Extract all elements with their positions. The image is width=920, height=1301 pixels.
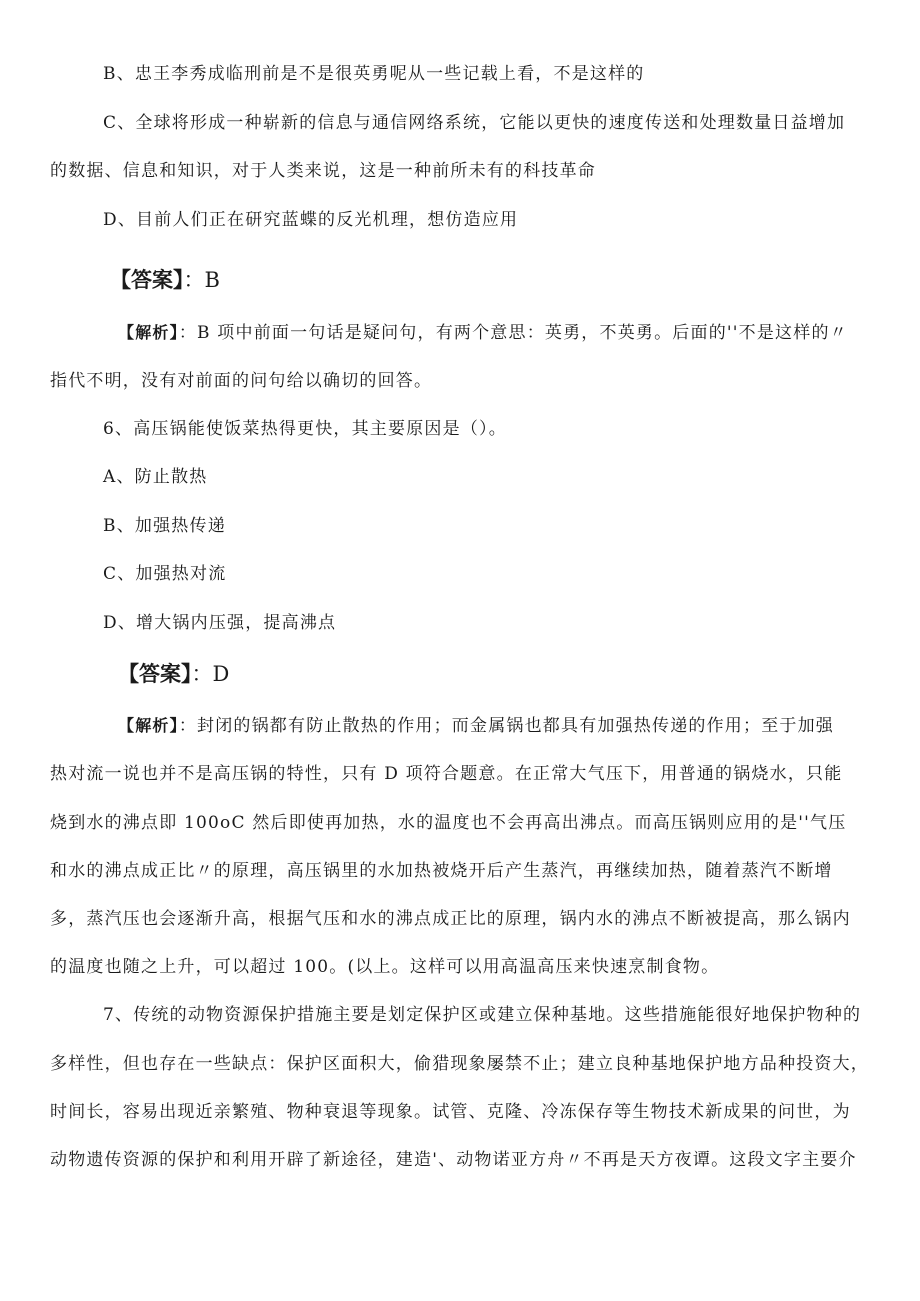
option-b-q6: B、加强热传递 [103,516,226,536]
option-d-q5: D、目前人们正在研究蓝蝶的反光机理，想仿造应用 [103,210,519,230]
option-b-q5: B、忠王李秀成临刑前是不是很英勇呢从一些记载上看，不是这样的 [103,64,645,84]
explanation-q6-line6: 的温度也随之上升，可以超过 100。(以上。这样可以用高温高压来快速烹制食物。 [50,957,720,977]
explanation-text: ：封闭的锅都有防止散热的作用；而金属锅也都具有加强热传递的作用；至于加强 [178,716,835,736]
explanation-q5-line2: 指代不明，没有对前面的问句给以确切的回答。 [50,371,433,391]
explanation-text: ：B 项中前面一句话是疑问句，有两个意思：英勇，不英勇。后面的''不是这样的〃 [178,323,848,343]
answer-q6 [118,660,229,688]
explanation-label: 【解析】 [118,323,179,342]
option-a-q6: A、防止散热 [103,467,208,487]
answer-label: 【答案】 [118,662,192,686]
option-c-q5-line1: C、全球将形成一种崭新的信息与通信网络系统，它能以更快的速度传送和处理数量日益增加 [103,113,846,133]
explanation-q6-line1 [118,714,834,738]
answer-value: ：B [183,268,220,292]
explanation-q6-line5: 多，蒸汽压也会逐渐升高，根据气压和水的沸点成正比的原理，锅内水的沸点不断被提高，那么锅内 [50,909,851,929]
answer-q5 [110,266,220,294]
answer-value: ：D [191,662,230,686]
explanation-q6-line3: 烧到水的沸点即 100oC 然后即使再加热，水的温度也不会再高出沸点。而高压锅则应用的是''气压 [50,813,847,833]
explanation-label: 【解析】 [118,716,179,735]
option-d-q6: D、增大锅内压强，提高沸点 [103,613,337,633]
explanation-q5-line1 [118,321,848,345]
answer-label: 【答案】 [110,268,184,292]
option-c-q6: C、加强热对流 [103,564,227,584]
question-7-line1: 7、传统的动物资源保护措施主要是划定保护区或建立保种基地。这些措施能很好地保护物种的 [103,1005,862,1025]
question-7-line4: 动物遗传资源的保护和利用开辟了新途径，建造'、动物诺亚方舟〃不再是天方夜谭。这段文字主要介 [50,1150,857,1170]
question-7-line2: 多样性，但也存在一些缺点：保护区面积大，偷猎现象屡禁不止；建立良种基地保护地方品种投资大， [50,1054,869,1074]
explanation-q6-line4: 和水的沸点成正比〃的原理，高压锅里的水加热被烧开后产生蒸汽，再继续加热，随着蒸汽不断增 [50,861,833,881]
question-7-line3: 时间长，容易出现近亲繁殖、物种衰退等现象。试管、克隆、冷冻保存等生物技术新成果的问世，为 [50,1102,851,1122]
explanation-q6-line2: 热对流一说也并不是高压锅的特性，只有 D 项符合题意。在正常大气压下，用普通的锅烧水，只能 [50,764,843,784]
option-c-q5-line2: 的数据、信息和知识，对于人类来说，这是一种前所未有的科技革命 [50,161,596,181]
question-6-stem: 6、高压锅能使饭菜热得更快，其主要原因是（）。 [103,419,507,439]
